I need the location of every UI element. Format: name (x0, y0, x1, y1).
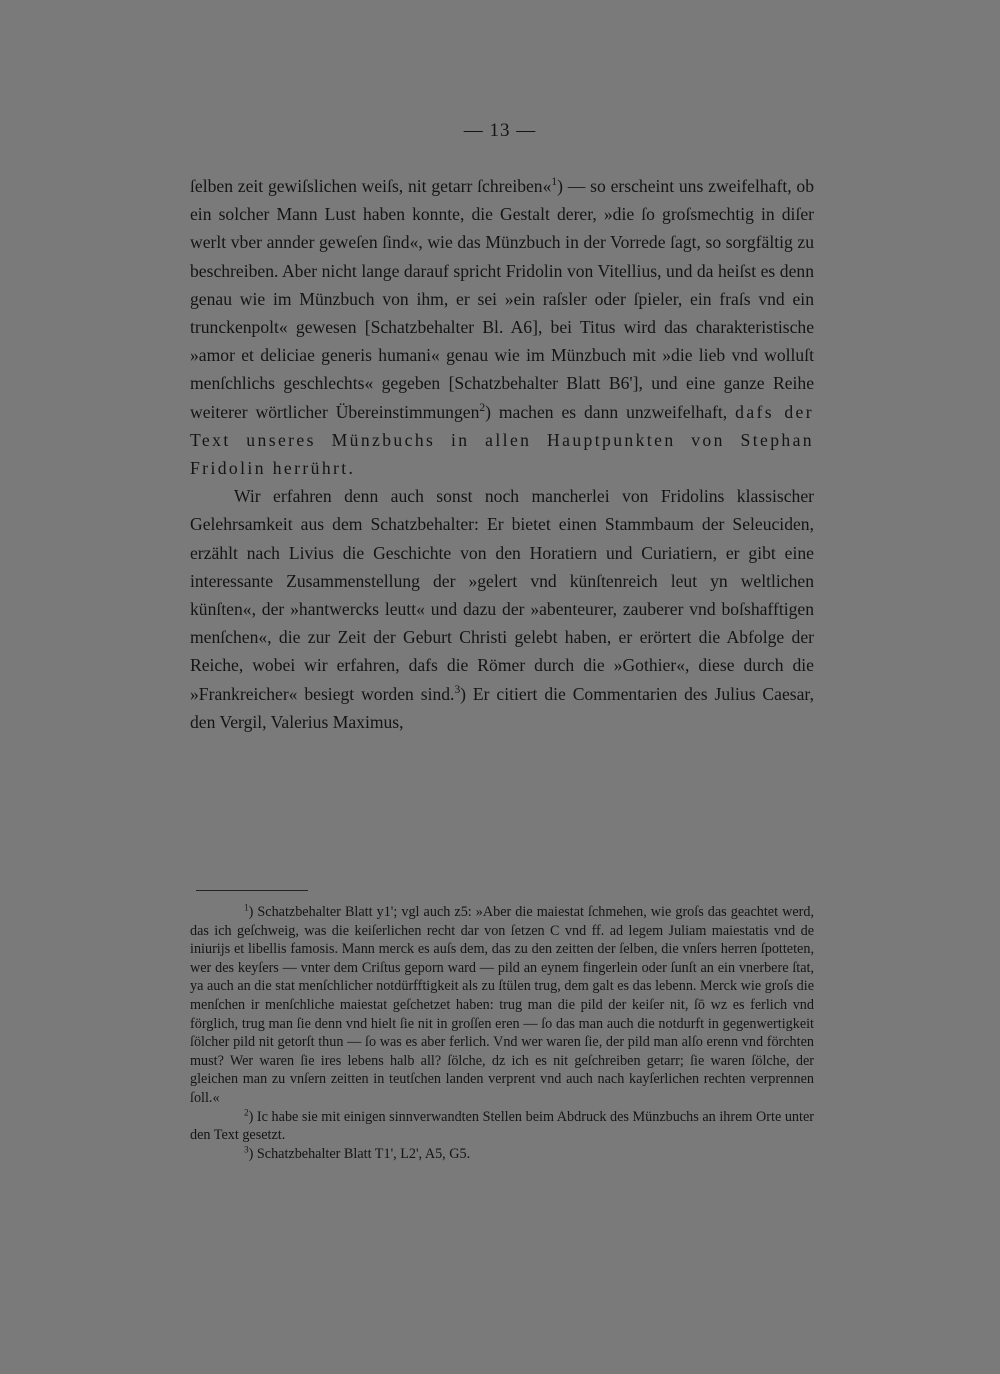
footnote-ref-3: 3 (454, 683, 461, 696)
footnote-2-mark: 2 (244, 1106, 249, 1117)
footnote-2-text: ) Ic habe sie mit einigen sinnverwandten Stellen beim Abdruck des Münzbuchs an ihrem Orte unter den Text gesetzt. (190, 1108, 814, 1144)
paragraph-1-text-a: ſelben zeit gewiſslichen weiſs, nit getarr ſchreiben« (190, 176, 552, 196)
footnote-1-mark: 1 (244, 902, 249, 913)
paragraph-1-text-b: ) — so erscheint uns zweifelhaft, ob ein solcher Mann Lust haben konnte, die Gestalt derer, »die ſo groſsmechtig in diſer werlt vber annder geweſen ſind«, wie das Münzbuch in der Vorrede ſagt, so sorgfältig zu beschreiben. Aber nicht lange darauf spricht Fridolin von Vitellius, und da heiſst es denn genau wie im Münzbuch von ihm, er sei »ein raſsler oder ſpieler, ein fraſs vnd ein trunckenpolt« gewesen [Schatzbehalter Bl. A6], bei Titus wird das charakteristische »amor et deliciae generis humani« genau wie im Münzbuch mit »die lieb vnd wolluſt menſchlichs geschlechts« gegeben [Schatzbehalter Blatt B6'], und eine ganze Reihe weiterer wörtlicher Übereinstimmungen (190, 176, 814, 422)
body-text (190, 172, 814, 736)
footnote-3 (190, 1145, 814, 1164)
paragraph-1-emphasis: dafs der Text unseres Münzbuchs in allen Hauptpunkten von Stephan Fridolin herrührt. (190, 401, 814, 479)
paragraph-2-text-b: ) Er citiert die Commentarien des Julius Caesar, den Vergil, Valerius Maximus, (190, 683, 814, 732)
footnotes (190, 903, 814, 1163)
footnote-separator (196, 890, 308, 891)
footnote-ref-2: 2 (479, 401, 486, 414)
paragraph-2-text-a: Wir erfahren denn auch sonst noch mancherlei von Fridolins klassischer Gelehrsamkeit aus dem Schatzbehalter: Er bietet einen Stammbaum der Seleuciden, erzählt nach Livius die Geschichte von den Horatiern und Curiatiern, er gibt eine interessante Zusammenstellung der »gelert vnd künſtenreich leut yn weltlichen künſten«, der »hantwercks leutt« und dazu der »abenteurer, zauberer vnd boſshafftigen menſchen«, die zur Zeit der Geburt Christi gelebt haben, er erörtert die Abfolge der Reiche, wobei wir erfahren, dafs die Römer durch die »Gothier«, diese durch die »Frankreicher« besiegt worden sind. (190, 486, 814, 704)
footnote-3-mark: 3 (244, 1143, 249, 1154)
paragraph-1 (190, 172, 814, 482)
paragraph-1-text-c: ) machen es dann unzweifelhaft, (485, 401, 728, 422)
page-number: — 13 — (463, 120, 537, 141)
footnote-1-text: ) Schatzbehalter Blatt y1'; vgl auch z5: »Aber die maiestat ſchmehen, wie groſs das geachtet werd, das ich geſchweig, was die keiſerlichen recht dar von ſetzen C vnd ff. ad legem Juliam maiestatis vnd de iniurijs et libellis famosis. Mann merck es auſs dem, das zu den zeitten der ſelben, die vnſers herren ſpotteten, wer des keyſers — vnter dem Criſtus geporn ward — pild an eynem fingerlein oder ſunſt an ein vnerbere ſtat, ya auch an die stat menſchlicher notdürfftigkeit als zu ſtülen trug, dem galt es das lebenn. Merck wie groſs die menſchen ir menſchliche maiestat geſchetzet haben: trug man die pild der keiſer nit, ſō wz es ferlich vnd förglich, trug man ſie denn vnd hielt ſie nit in groſſen eren — ſo das man auch die notdurft in gegenwertigkeit ſölcher pild nit getorſt thun — ſo was es aber ferlich. Vnd wer waren ſie, der pild man alſo erenn vnd förchten must? Wer waren ſie ires lebens halb all? ſölche, dz ich es nit geſchreiben getarr; ſie waren ſölche, der gleichen man zu vnſern zeitten in teutſchen landen verprent vnd auch nach kayſerlichen rechten verprennen ſoll.« (190, 904, 814, 1106)
footnote-1 (190, 903, 814, 1108)
footnote-ref-1: 1 (551, 176, 558, 189)
paragraph-2 (190, 482, 814, 736)
footnote-2 (190, 1108, 814, 1145)
footnote-3-text: ) Schatzbehalter Blatt T1', L2', A5, G5. (248, 1145, 471, 1162)
